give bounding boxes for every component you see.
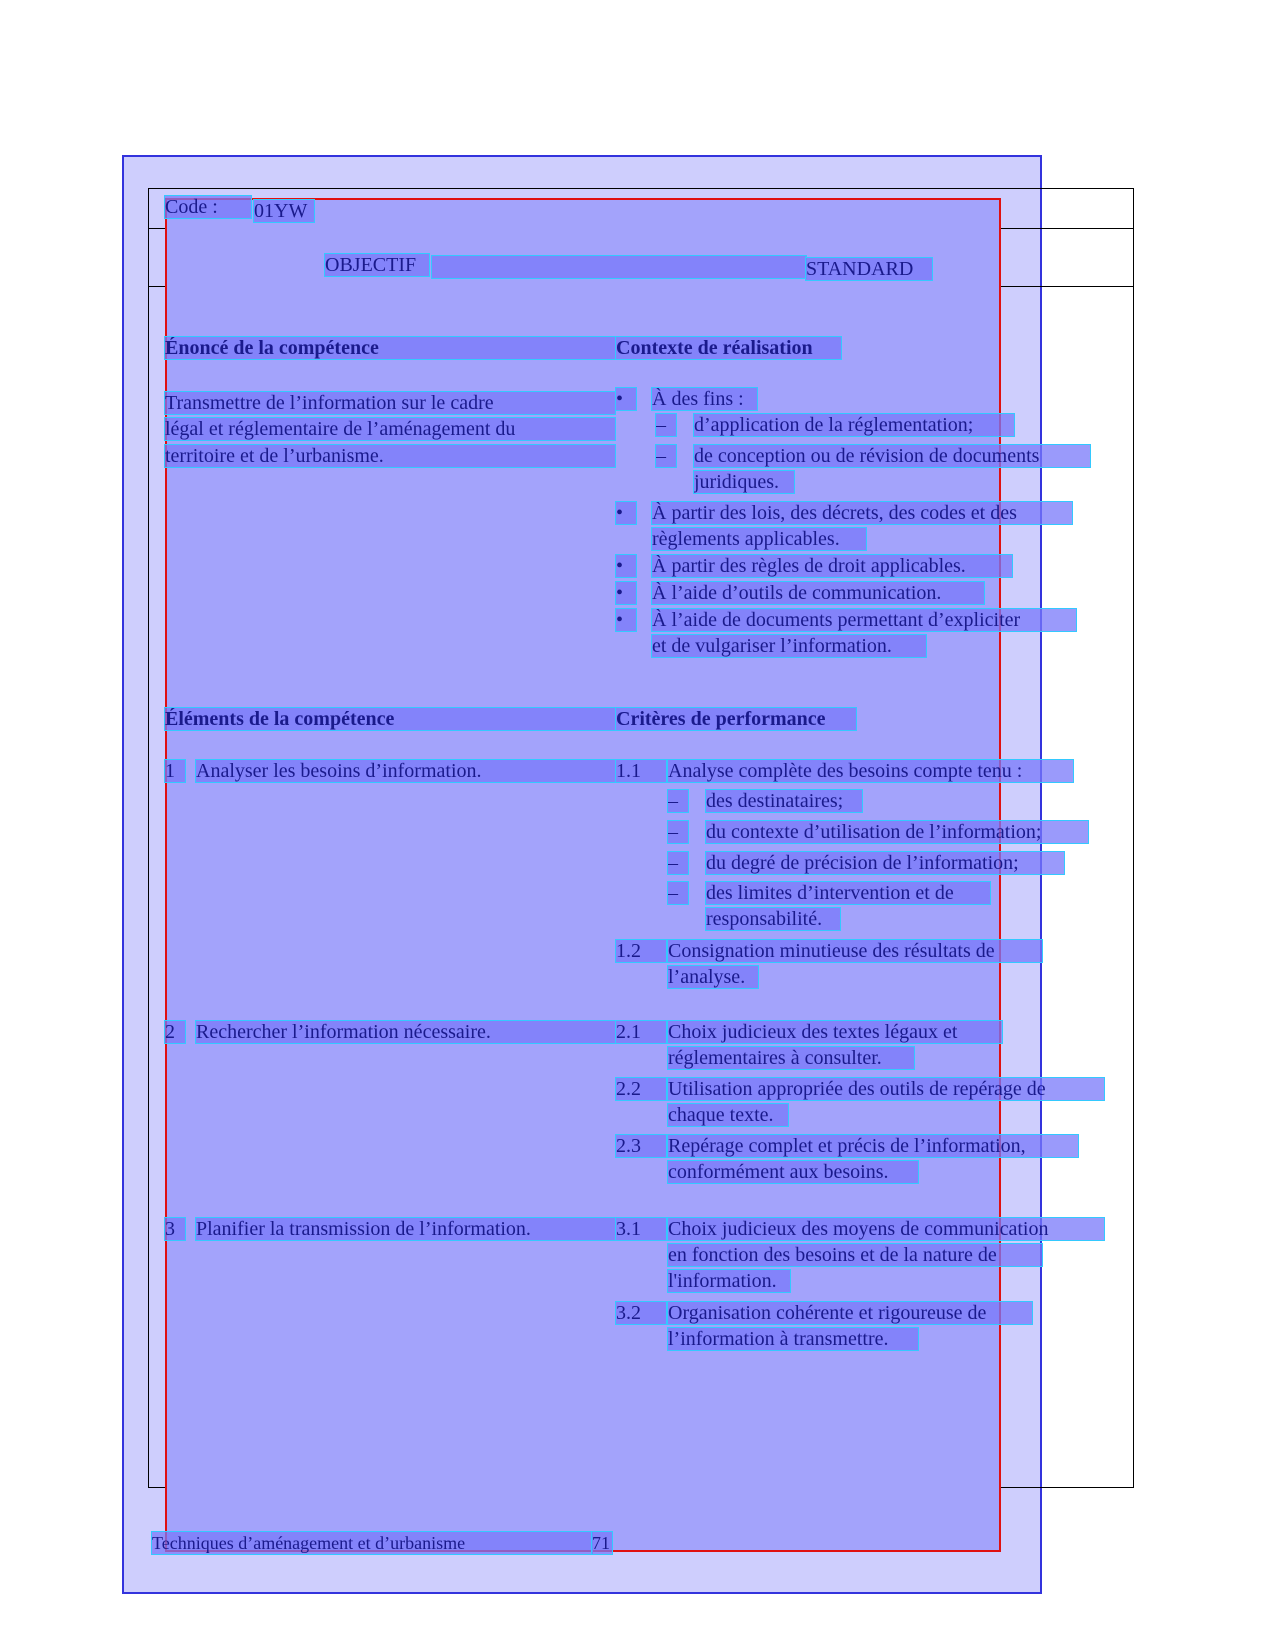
contexte-item-2b: règlements applicables. [652, 528, 866, 550]
critere-3-1-number: 3.1 [616, 1218, 666, 1240]
header-standard: STANDARD [806, 258, 932, 280]
code-label: Code : [165, 196, 251, 218]
bullet-icon: • [616, 502, 636, 524]
critere-1-1-number: 1.1 [616, 760, 666, 782]
enonce-line-3: territoire et de l’urbanisme. [165, 445, 615, 467]
critere-1-1-dash-2: du contexte d’utilisation de l’information; [706, 821, 1088, 843]
critere-3-1b: en fonction des besoins et de la nature de [668, 1244, 1042, 1266]
contexte-sub-1: d’application de la réglementation; [694, 414, 1014, 436]
element-3: Planifier la transmission de l’information. [196, 1218, 615, 1240]
contexte-item-2a: À partir des lois, des décrets, des codes et des [652, 502, 1072, 524]
dash-icon: – [668, 821, 688, 843]
critere-2-2a: Utilisation appropriée des outils de repérage de [668, 1078, 1104, 1100]
element-1-number: 1 [165, 760, 185, 782]
contexte-item-1: À des fins : [652, 388, 757, 410]
dash-icon: – [656, 445, 676, 467]
critere-1-2-number: 1.2 [616, 940, 666, 962]
critere-2-3a: Repérage complet et précis de l’information, [668, 1135, 1078, 1157]
enonce-line-2: légal et réglementaire de l’aménagement du [165, 418, 615, 440]
critere-3-2a: Organisation cohérente et rigoureuse de [668, 1302, 1032, 1324]
bullet-icon: • [616, 582, 636, 604]
critere-2-1-number: 2.1 [616, 1021, 666, 1043]
dash-icon: – [668, 852, 688, 874]
contexte-sub-2b: juridiques. [694, 471, 794, 493]
dash-icon: – [668, 790, 688, 812]
critere-3-1a: Choix judicieux des moyens de communication [668, 1218, 1104, 1240]
critere-1-1-dash-4b: responsabilité. [706, 908, 840, 930]
bullet-icon: • [616, 388, 636, 410]
critere-2-3-number: 2.3 [616, 1135, 666, 1157]
dash-icon: – [668, 882, 688, 904]
critere-2-2-number: 2.2 [616, 1078, 666, 1100]
header-objectif: OBJECTIF [325, 254, 429, 276]
elements-heading: Éléments de la compétence [165, 708, 615, 730]
critere-1-2b: l’analyse. [668, 966, 758, 988]
code-value: 01YW [254, 200, 314, 222]
critere-2-1a: Choix judicieux des textes légaux et [668, 1021, 1002, 1043]
header-band [432, 256, 806, 278]
enonce-heading: Énoncé de la compétence [165, 337, 615, 359]
contexte-item-3: À partir des règles de droit applicables. [652, 555, 1012, 577]
critere-1-1-dash-4a: des limites d’intervention et de [706, 882, 990, 904]
critere-3-2b: l’information à transmettre. [668, 1328, 918, 1350]
dash-icon: – [656, 414, 676, 436]
critere-1-2a: Consignation minutieuse des résultats de [668, 940, 1042, 962]
critere-1-1: Analyse complète des besoins compte tenu : [668, 760, 1073, 782]
bullet-icon: • [616, 609, 636, 631]
critere-2-1b: réglementaires à consulter. [668, 1047, 914, 1069]
element-2: Rechercher l’information nécessaire. [196, 1021, 615, 1043]
critere-1-1-dash-3: du degré de précision de l’information; [706, 852, 1064, 874]
contexte-item-5b: et de vulgariser l’information. [652, 635, 926, 657]
contexte-heading: Contexte de réalisation [616, 337, 841, 359]
critere-2-2b: chaque texte. [668, 1104, 788, 1126]
criteres-heading: Critères de performance [616, 708, 856, 730]
contexte-item-4: À l’aide d’outils de communication. [652, 582, 984, 604]
footer-program: Techniques d’aménagement et d’urbanisme [152, 1532, 592, 1554]
critere-2-3b: conformément aux besoins. [668, 1161, 918, 1183]
footer-page-number: 71 [592, 1533, 610, 1553]
critere-3-2-number: 3.2 [616, 1302, 666, 1324]
critere-1-1-dash-1: des destinataires; [706, 790, 862, 812]
contexte-sub-2a: de conception ou de révision de documents [694, 445, 1090, 467]
element-1: Analyser les besoins d’information. [196, 760, 615, 782]
element-2-number: 2 [165, 1021, 185, 1043]
critere-3-1c: l'information. [668, 1270, 790, 1292]
element-3-number: 3 [165, 1218, 185, 1240]
contexte-item-5a: À l’aide de documents permettant d’expliciter [652, 609, 1076, 631]
bullet-icon: • [616, 555, 636, 577]
enonce-line-1: Transmettre de l’information sur le cadre [165, 392, 615, 414]
